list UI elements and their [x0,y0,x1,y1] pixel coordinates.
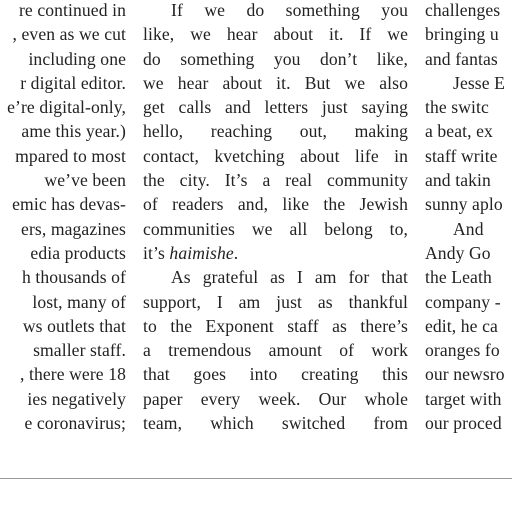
text-line: re continued in [18,0,126,20]
text-line: we’ve been [44,170,126,191]
left-column [0,0,126,435]
text-line: that goes into creating this [143,364,408,385]
text-line: lost, many of [32,291,126,312]
text-line: Jesse E [453,72,506,93]
text-line: h thousands of [21,267,126,288]
text-line: and fantas [425,48,498,69]
text-line: sunny aplo [425,194,503,215]
text-line: including one [28,48,126,69]
text-segment: it’s [143,242,170,263]
text-line: we hear about it. But we also [143,72,408,93]
text-line: ame this year.) [21,121,126,142]
text-line: a beat, ex [425,121,493,142]
text-line: ers, magazines [21,218,126,239]
text-line: As grateful as I am for that [171,267,408,288]
text-line: challenges [425,0,501,20]
text-line: the city. It’s a real community [143,170,408,191]
text-line: bringing u [425,24,499,45]
text-line: to the Exponent staff as there’s [143,315,408,336]
text-line-with-italic [143,241,408,265]
text-line: support, I am just as thankful [143,291,408,312]
text-line: of readers and, like the Jewish [143,194,408,215]
text-line: the switc [425,97,489,118]
text-line: the Leath [425,267,492,288]
text-line: e coronavirus; [24,413,126,434]
italic-word: haimishe [169,242,234,263]
text-line: staff write [425,145,498,166]
text-line: get calls and letters just saying [143,97,408,118]
text-line: ies negatively [27,388,126,409]
text-line: and takin [425,170,491,191]
text-line: team, which switched from [143,413,408,434]
text-line: do something you don’t like, [143,48,408,69]
horizontal-rule [0,478,512,479]
text-line: edit, he ca [425,315,498,336]
right-column [425,0,512,435]
text-line: target with [425,388,502,409]
text-line: paper every week. Our whole [143,388,408,409]
text-line: our newsro [425,364,505,385]
text-line: ws outlets that [22,315,126,336]
middle-column [143,0,408,435]
text-line: communities we all belong to, [143,218,408,239]
text-line: smaller staff. [33,340,126,361]
text-line: contact, kvetching about life in [143,145,408,166]
text-line: mpared to most [15,145,126,166]
text-line: emic has devas- [12,194,126,215]
text-line: oranges fo [425,340,500,361]
text-segment: . [233,242,239,263]
text-line: r digital editor. [20,72,126,93]
text-line: company - [425,291,501,312]
text-line: Andy Go [425,242,491,263]
text-line: , even as we cut [12,24,126,45]
text-line: our proced [425,413,502,434]
text-line: a tremendous amount of work [143,340,408,361]
text-line: e’re digital-only, [7,97,126,118]
text-line: like, we hear about it. If we [143,24,408,45]
text-line: , there were 18 [19,364,126,385]
text-line: If we do something you [171,0,408,20]
text-line: edia products [30,242,126,263]
text-line: And [453,218,484,239]
text-line: hello, reaching out, making [143,121,408,142]
